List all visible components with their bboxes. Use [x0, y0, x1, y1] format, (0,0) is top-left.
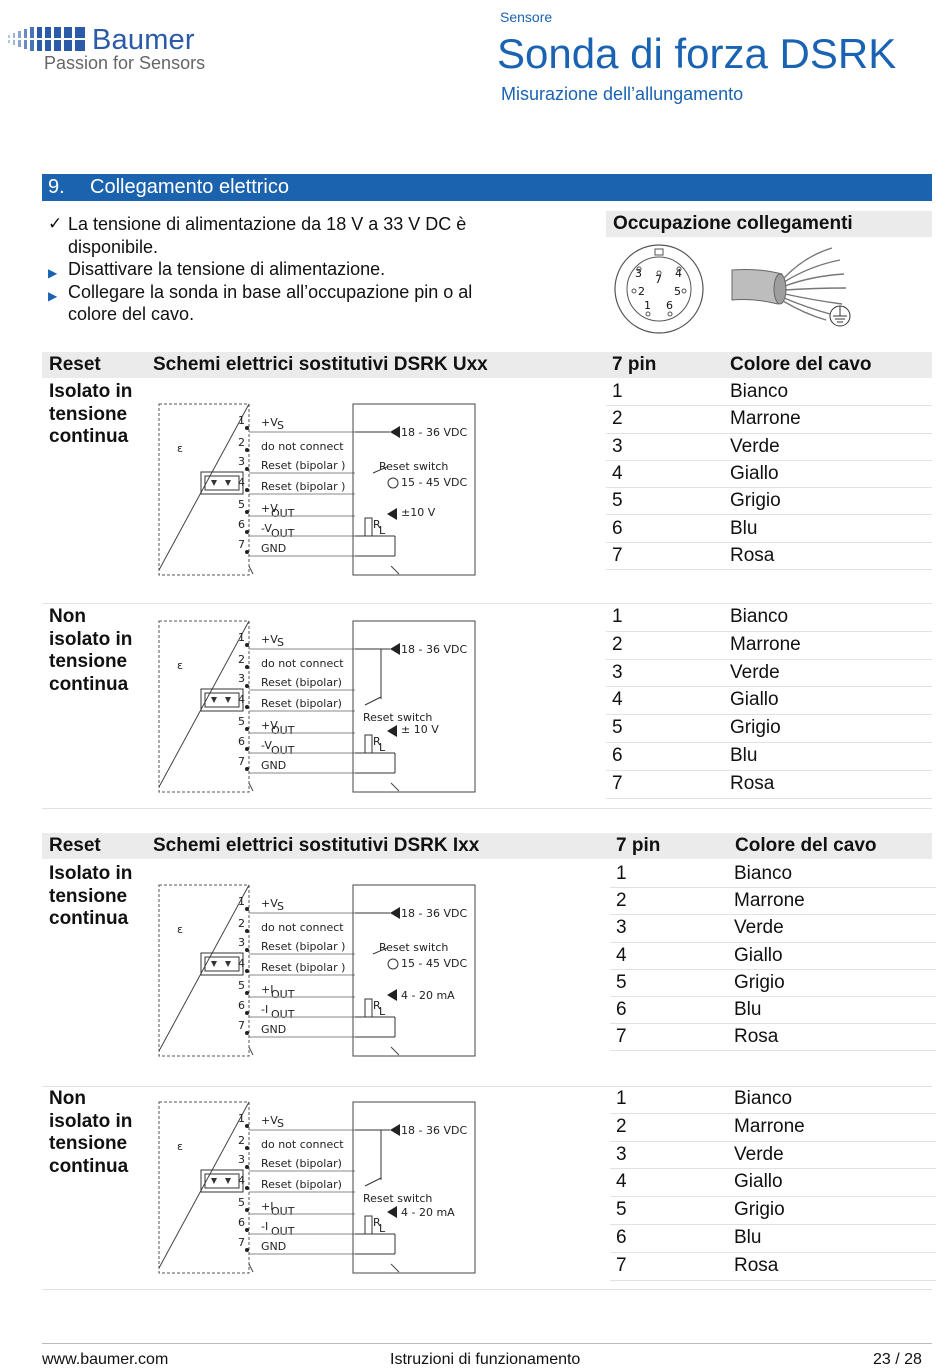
- list-item: ▶ Collegare la sonda in base all’occupazione pin o al colore del cavo.: [48, 281, 473, 324]
- subscript-label: OUT: [271, 527, 295, 540]
- triangle-right-icon: ▶: [48, 266, 58, 280]
- signal-label: do not connect: [261, 1138, 344, 1151]
- instruction-list: [48, 213, 488, 326]
- wiring-diagram: [155, 617, 480, 797]
- strain-gauge-symbol: ε: [177, 1140, 183, 1153]
- cable-illustration: [730, 246, 860, 336]
- pin-number-label: 4: [238, 957, 245, 970]
- optocoupler-icon: [201, 472, 243, 494]
- pin-number: 1: [612, 606, 623, 627]
- pin-number-label: 1: [238, 414, 245, 427]
- subscript-label: S: [277, 636, 284, 649]
- pin-number: 5: [612, 717, 623, 739]
- ground-icon: [249, 1047, 253, 1055]
- load-resistor-label: R: [373, 1216, 381, 1229]
- pin-number-label: 7: [238, 1019, 245, 1032]
- subscript-label: L: [379, 741, 386, 754]
- pin-number: 7: [612, 544, 623, 566]
- cable-color: Bianco: [730, 381, 789, 402]
- pin-number-label: 5: [238, 715, 245, 728]
- strain-gauge-symbol: ε: [177, 923, 183, 936]
- pin-number: 5: [616, 1199, 627, 1221]
- pin-number: 4: [612, 689, 623, 711]
- signal-label: Reset (bipolar ): [261, 459, 346, 472]
- pin-label: 1: [644, 299, 651, 312]
- terminal-dot: [245, 705, 249, 709]
- pin-number-label: 1: [238, 895, 245, 908]
- optocoupler-icon: [201, 689, 243, 711]
- signal-label: Reset (bipolar): [261, 697, 342, 710]
- switch-icon: [365, 697, 381, 705]
- output-label: 4 - 20 mA: [401, 989, 455, 1002]
- row-divider: [42, 1289, 932, 1290]
- connector-pinout: [612, 243, 708, 337]
- baumer-logo: [8, 27, 88, 51]
- pin-number-label: 3: [238, 672, 245, 685]
- table-row: [606, 543, 932, 570]
- occupation-heading: Occupazione collegamenti: [606, 211, 932, 237]
- pin-number-label: 5: [238, 979, 245, 992]
- cable-color: Bianco: [730, 606, 789, 627]
- diode-icon: [211, 1178, 217, 1184]
- table-row: [610, 861, 936, 888]
- logo-tagline: Passion for Sensors: [44, 53, 206, 73]
- pin-number: 6: [612, 745, 623, 766]
- pin-number-label: 4: [238, 476, 245, 489]
- signal-label: Reset (bipolar ): [261, 480, 346, 493]
- list-item: ✓ La tensione di alimentazione da 18 V a 33 V DC è disponibile.: [48, 214, 467, 257]
- cable-color: Blu: [734, 999, 762, 1020]
- pin-number: 6: [616, 999, 627, 1020]
- terminal-dot: [245, 948, 249, 952]
- signal-label: Reset (bipolar): [261, 1178, 342, 1191]
- terminal-dot: [245, 929, 249, 933]
- table-row: [606, 687, 932, 715]
- connector-key: [655, 249, 663, 255]
- arrow-icon: [390, 643, 400, 655]
- table-row: [610, 1197, 936, 1225]
- cable-color: Giallo: [730, 689, 779, 711]
- row-label-non-isolated: Non isolato in tensione continua: [49, 606, 133, 695]
- signal-label: do not connect: [261, 921, 344, 934]
- table-row: [606, 660, 932, 688]
- table-row: [606, 632, 932, 660]
- load-resistor-icon: [365, 518, 372, 536]
- cable-color: Bianco: [734, 863, 793, 884]
- row-label-non-isolated: Non isolato in tensione continua: [49, 1088, 133, 1177]
- cable-color: Verde: [730, 661, 780, 683]
- pin-number: 6: [612, 517, 623, 539]
- pin-number: 7: [612, 772, 623, 794]
- source-icon: [388, 478, 398, 488]
- terminal-dot: [245, 426, 249, 430]
- pin-number-label: 3: [238, 455, 245, 468]
- cable-color: Blu: [730, 745, 758, 766]
- reset-supply-label: 15 - 45 VDC: [401, 476, 468, 489]
- signal-label: -I: [261, 1003, 269, 1016]
- terminal-dot: [245, 1165, 249, 1169]
- pin-number: 2: [612, 633, 623, 655]
- wiring-diagram: [155, 1098, 480, 1278]
- signal-label: +V: [261, 897, 278, 910]
- cable-color: Giallo: [730, 462, 779, 484]
- optocoupler-icon: [205, 957, 239, 971]
- terminal-dot: [245, 530, 249, 534]
- reset-supply-label: 15 - 45 VDC: [401, 957, 468, 970]
- ground-icon: [391, 1264, 399, 1272]
- subscript-label: L: [379, 1005, 386, 1018]
- pin-number-label: 1: [238, 1112, 245, 1125]
- subscript-label: S: [277, 419, 284, 432]
- reset-switch-label: Reset switch: [363, 711, 433, 724]
- table-row: [610, 1114, 936, 1142]
- output-label: ± 10 V: [401, 723, 439, 736]
- table-row: [610, 1169, 936, 1197]
- header-kicker: Sensore: [500, 9, 553, 25]
- wiring-diagram: [155, 400, 480, 580]
- signal-label: do not connect: [261, 440, 344, 453]
- signal-label: GND: [261, 542, 287, 555]
- load-resistor-label: R: [373, 735, 381, 748]
- terminal-dot: [245, 1011, 249, 1015]
- output-label: ±10 V: [401, 506, 436, 519]
- footer-divider: [42, 1343, 932, 1344]
- subscript-label: OUT: [271, 1225, 295, 1238]
- table-row: [606, 715, 932, 743]
- signal-label: Reset (bipolar): [261, 1157, 342, 1170]
- pin-number: 3: [616, 917, 627, 939]
- ground-icon: [249, 566, 253, 574]
- footer-website[interactable]: www.baumer.com: [42, 1351, 169, 1368]
- terminal-dot: [245, 550, 249, 554]
- footer-document-title: Istruzioni di funzionamento: [390, 1351, 581, 1368]
- table-row: [606, 516, 932, 543]
- pin-number: 5: [612, 490, 623, 512]
- load-resistor-icon: [365, 1216, 372, 1234]
- subscript-label: OUT: [271, 724, 295, 737]
- table-row: [610, 970, 936, 997]
- cable-color: Rosa: [734, 1254, 779, 1276]
- pin-number: 4: [616, 944, 627, 966]
- subscript-label: OUT: [271, 1008, 295, 1021]
- supply-label: 18 - 36 VDC: [401, 1124, 468, 1137]
- cable-color: Marrone: [730, 408, 801, 430]
- pin-number-label: 4: [238, 693, 245, 706]
- ground-icon: [391, 566, 399, 574]
- pin-label: 3: [635, 267, 642, 280]
- supply-label: 18 - 36 VDC: [401, 643, 468, 656]
- signal-label: +V: [261, 416, 278, 429]
- cable-color: Giallo: [734, 944, 783, 966]
- pin-number: 3: [616, 1143, 627, 1165]
- cable-color: Verde: [734, 1143, 784, 1165]
- source-icon: [388, 959, 398, 969]
- terminal-dot: [245, 1146, 249, 1150]
- diagram-line: [159, 621, 249, 787]
- table-row: [610, 943, 936, 970]
- terminal-dot: [245, 510, 249, 514]
- subscript-label: S: [277, 900, 284, 913]
- diode-icon: [225, 1178, 231, 1184]
- ground-icon: [830, 306, 850, 326]
- cable-color: Marrone: [730, 633, 801, 655]
- supply-label: 18 - 36 VDC: [401, 426, 468, 439]
- supply-label: 18 - 36 VDC: [401, 907, 468, 920]
- diagram-line: [159, 1102, 249, 1268]
- subscript-label: OUT: [271, 988, 295, 1001]
- pin-number-label: 6: [238, 999, 245, 1012]
- optocoupler-icon: [205, 476, 239, 490]
- list-item: ▶ Disattivare la tensione di alimentazione.: [48, 258, 488, 281]
- section-number: 9.: [48, 176, 65, 198]
- terminal-dot: [245, 1124, 249, 1128]
- section-heading: [42, 174, 932, 201]
- check-icon: ✓: [48, 214, 63, 233]
- table-row: [606, 461, 932, 488]
- pin-number-label: 7: [238, 538, 245, 551]
- pin-number: 2: [616, 1115, 627, 1137]
- terminal-dot: [245, 684, 249, 688]
- terminal-dot: [245, 1228, 249, 1232]
- load-resistor-icon: [365, 999, 372, 1017]
- signal-label: -V: [261, 522, 272, 535]
- pin-number-label: 6: [238, 1216, 245, 1229]
- pin-number: 3: [612, 661, 623, 683]
- reset-switch-label: Reset switch: [363, 1192, 433, 1205]
- pin-number: 5: [616, 971, 627, 993]
- cable-color: Grigio: [734, 1199, 785, 1221]
- pin-number-label: 3: [238, 936, 245, 949]
- pin-label: 7: [655, 273, 662, 286]
- pin-label: 4: [675, 267, 682, 280]
- diagram-line: [159, 404, 249, 570]
- signal-label: Reset (bipolar ): [261, 940, 346, 953]
- load-resistor-label: R: [373, 999, 381, 1012]
- optocoupler-icon: [205, 693, 239, 707]
- row-divider: [42, 808, 932, 809]
- arrow-icon: [390, 426, 400, 438]
- pin-number-label: 5: [238, 498, 245, 511]
- table-row: [610, 1142, 936, 1170]
- page-title: Sonda di forza DSRK: [497, 30, 897, 77]
- arrow-icon: [387, 508, 397, 520]
- terminal-dot: [245, 1208, 249, 1212]
- subscript-label: L: [379, 1222, 386, 1235]
- pin-number: 6: [616, 1227, 627, 1248]
- table-row: [606, 604, 932, 632]
- signal-label: +V: [261, 719, 278, 732]
- pin-number-label: 3: [238, 1153, 245, 1166]
- pin-number-label: 2: [238, 917, 245, 930]
- pin-label: 6: [666, 299, 673, 312]
- row-label-isolated: Isolato in tensione continua: [49, 863, 133, 929]
- optocoupler-icon: [205, 1174, 239, 1188]
- reset-switch-label: Reset switch: [379, 941, 449, 954]
- signal-label: +V: [261, 1114, 278, 1127]
- ground-icon: [249, 783, 253, 791]
- signal-label: Reset (bipolar): [261, 676, 342, 689]
- table-row: [610, 1024, 936, 1051]
- pin-number: 1: [616, 1088, 627, 1109]
- cable-color: Grigio: [734, 971, 785, 993]
- signal-label: Reset (bipolar ): [261, 961, 346, 974]
- pin-number-label: 1: [238, 631, 245, 644]
- pin-number: 3: [612, 435, 623, 457]
- optocoupler-icon: [201, 1170, 243, 1192]
- table-row: [610, 1253, 936, 1281]
- terminal-dot: [245, 643, 249, 647]
- table-row: [610, 1225, 936, 1253]
- pin-number: 2: [616, 890, 627, 912]
- signal-label: +I: [261, 1200, 274, 1213]
- subscript-label: L: [379, 524, 386, 537]
- table-row: [610, 888, 936, 915]
- pin-number-label: 6: [238, 735, 245, 748]
- cable-color: Marrone: [734, 890, 805, 912]
- pin-number: 1: [612, 381, 623, 402]
- terminal-dot: [245, 767, 249, 771]
- cable-color: Marrone: [734, 1115, 805, 1137]
- cable-color: Verde: [734, 917, 784, 939]
- subscript-label: S: [277, 1117, 284, 1130]
- optocoupler-icon: [201, 953, 243, 975]
- signal-label: GND: [261, 759, 287, 772]
- pin-number-label: 2: [238, 436, 245, 449]
- cable-color: Rosa: [734, 1026, 779, 1048]
- switch-icon: [365, 1178, 381, 1186]
- signal-label: +V: [261, 633, 278, 646]
- strain-gauge-symbol: ε: [177, 659, 183, 672]
- table-row: [610, 1086, 936, 1114]
- table-row: [606, 434, 932, 461]
- ground-icon: [249, 1264, 253, 1272]
- terminal-dot: [245, 907, 249, 911]
- pin-number: 7: [616, 1254, 627, 1276]
- table-row: [606, 379, 932, 406]
- subscript-label: OUT: [271, 507, 295, 520]
- section-title: Collegamento elettrico: [90, 176, 289, 198]
- load-resistor-label: R: [373, 518, 381, 531]
- reset-switch-label: Reset switch: [379, 460, 449, 473]
- cable-color: Giallo: [734, 1171, 783, 1193]
- signal-label: +V: [261, 502, 278, 515]
- cable-color: Grigio: [730, 490, 781, 512]
- terminal-dot: [245, 1248, 249, 1252]
- terminal-dot: [245, 665, 249, 669]
- diode-icon: [211, 480, 217, 486]
- terminal-dot: [245, 448, 249, 452]
- pin-number: 4: [616, 1171, 627, 1193]
- terminal-dot: [245, 488, 249, 492]
- table-row: [606, 406, 932, 433]
- cable-color: Blu: [730, 517, 758, 539]
- cable-color: Rosa: [730, 772, 775, 794]
- cable-color: Grigio: [730, 717, 781, 739]
- diode-icon: [225, 480, 231, 486]
- terminal-dot: [245, 747, 249, 751]
- table-row: [606, 743, 932, 771]
- pin-number: 7: [616, 1026, 627, 1048]
- cable-color: Rosa: [730, 544, 775, 566]
- terminal-dot: [245, 1186, 249, 1190]
- table-header-ixx: Reset Schemi elettrici sostitutivi DSRK Ixx 7 pin Colore del cavo: [42, 833, 932, 859]
- page-number: 23 / 28: [873, 1351, 922, 1368]
- table-header-uxx: Reset Schemi elettrici sostitutivi DSRK Uxx 7 pin Colore del cavo: [42, 352, 932, 378]
- terminal-dot: [245, 467, 249, 471]
- signal-label: -I: [261, 1220, 269, 1233]
- arrow-icon: [390, 907, 400, 919]
- table-row: [610, 997, 936, 1024]
- arrow-icon: [387, 1206, 397, 1218]
- page-subtitle: Misurazione dell’allungamento: [501, 84, 744, 104]
- table-row: [606, 488, 932, 515]
- pin-number-label: 7: [238, 1236, 245, 1249]
- connector-outline: [615, 245, 703, 333]
- diode-icon: [211, 697, 217, 703]
- pin-number-label: 5: [238, 1196, 245, 1209]
- signal-label: GND: [261, 1023, 287, 1036]
- pin-number: 4: [612, 462, 623, 484]
- subscript-label: OUT: [271, 1205, 295, 1218]
- ground-icon: [391, 783, 399, 791]
- subscript-label: OUT: [271, 744, 295, 757]
- table-row: [610, 915, 936, 942]
- pin-label: 5: [674, 285, 681, 298]
- triangle-right-icon: ▶: [48, 288, 58, 303]
- load-resistor-icon: [365, 735, 372, 753]
- arrow-icon: [387, 725, 397, 737]
- pin-number: 1: [616, 863, 627, 884]
- strain-gauge-symbol: ε: [177, 442, 183, 455]
- cable-color: Bianco: [734, 1088, 793, 1109]
- cable-color: Verde: [730, 435, 780, 457]
- row-label-isolated: Isolato in tensione continua: [49, 381, 133, 447]
- terminal-dot: [245, 991, 249, 995]
- pin-number-label: 2: [238, 1134, 245, 1147]
- diode-icon: [225, 961, 231, 967]
- pin-number-label: 7: [238, 755, 245, 768]
- signal-label: do not connect: [261, 657, 344, 670]
- ground-icon: [391, 1047, 399, 1055]
- terminal-dot: [245, 1031, 249, 1035]
- wiring-diagram: [155, 881, 480, 1061]
- signal-label: GND: [261, 1240, 287, 1253]
- pin-number-label: 2: [238, 653, 245, 666]
- cable-color: Blu: [734, 1227, 762, 1248]
- signal-label: +I: [261, 983, 274, 996]
- pin-number-label: 4: [238, 1174, 245, 1187]
- diode-icon: [211, 961, 217, 967]
- terminal-dot: [245, 727, 249, 731]
- diagram-line: [159, 885, 249, 1051]
- logo-wordmark: Baumer: [92, 24, 195, 56]
- pin-label: 2: [638, 285, 645, 298]
- diode-icon: [225, 697, 231, 703]
- arrow-icon: [387, 989, 397, 1001]
- terminal-dot: [245, 969, 249, 973]
- pin-number-label: 6: [238, 518, 245, 531]
- output-label: 4 - 20 mA: [401, 1206, 455, 1219]
- arrow-icon: [390, 1124, 400, 1136]
- signal-label: -V: [261, 739, 272, 752]
- table-row: [606, 771, 932, 799]
- pin-number: 2: [612, 408, 623, 430]
- baumer-logo-mark-icon: [8, 27, 88, 51]
